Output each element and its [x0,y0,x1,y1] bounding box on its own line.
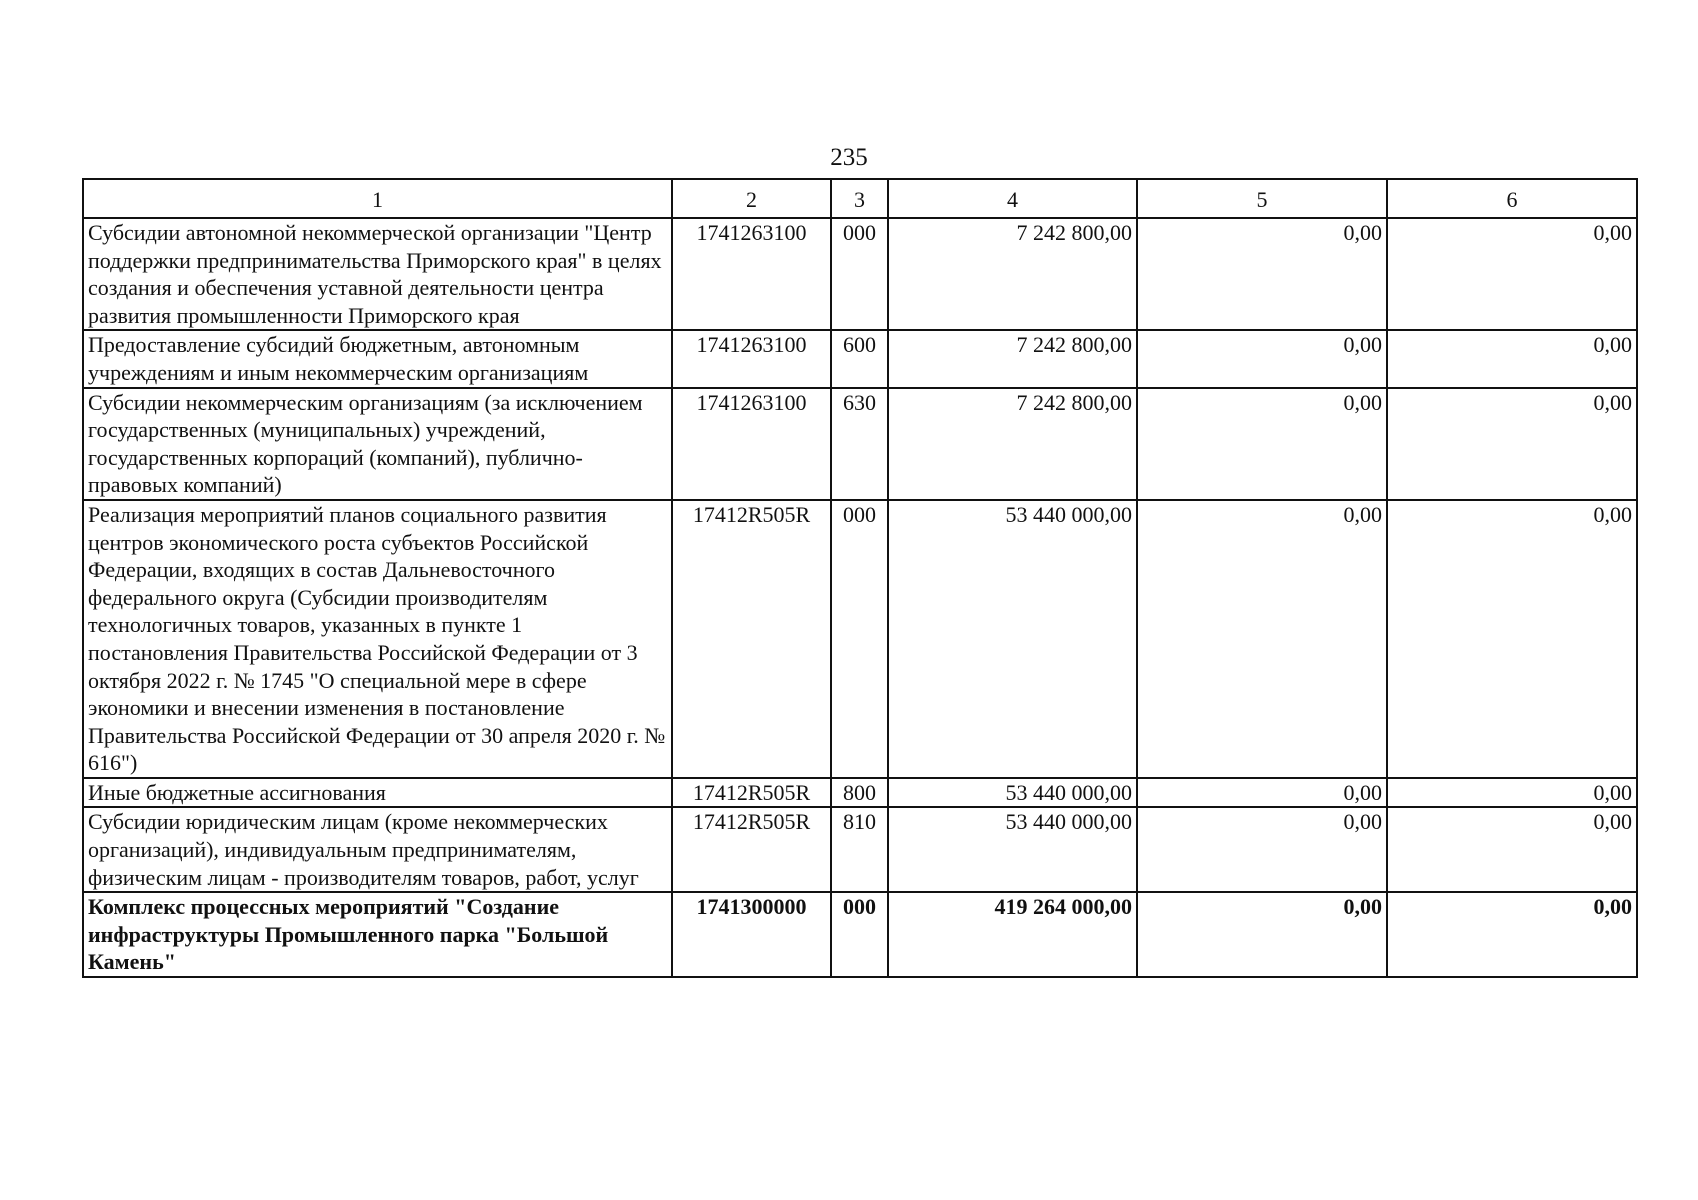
row-amount-col6: 0,00 [1387,807,1637,892]
table-row [83,778,1637,808]
row-expense-type: 800 [831,778,888,808]
row-amount-col6: 0,00 [1387,778,1637,808]
row-amount-col6: 0,00 [1387,388,1637,500]
row-amount-col5: 0,00 [1137,778,1387,808]
row-amount-col4: 7 242 800,00 [888,388,1137,500]
row-name: Реализация мероприятий планов социального развития центров экономического роста субъектов Российской Федерации, входящих в состав Дальневосточного федерального округа (Субсидии производителям технологичных товаров, указанных в пункте 1 постановления Правительства Российской Федерации от 3 октября 2022 г. № 1745 "О специальной мере в сфере экономики и внесении изменения в постановление Правительства Российской Федерации от 30 апреля 2020 г. № 616") [83,500,672,778]
row-amount-col6: 0,00 [1387,330,1637,387]
row-expense-type: 000 [831,218,888,330]
row-name: Иные бюджетные ассигнования [83,778,672,808]
row-name: Комплекс процессных мероприятий "Создание инфраструктуры Промышленного парка "Большой Камень" [83,892,672,977]
row-amount-col4: 419 264 000,00 [888,892,1137,977]
header-col-3: 3 [831,179,888,218]
header-col-6: 6 [1387,179,1637,218]
table-row [83,500,1637,778]
row-expense-type: 600 [831,330,888,387]
row-amount-col5: 0,00 [1137,330,1387,387]
row-amount-col4: 7 242 800,00 [888,218,1137,330]
row-amount-col4: 7 242 800,00 [888,330,1137,387]
row-name: Субсидии юридическим лицам (кроме некоммерческих организаций), индивидуальным предпринимателям, физическим лицам - производителям товаров, работ, услуг [83,807,672,892]
row-target-code: 17412R505R [672,807,831,892]
row-amount-col4: 53 440 000,00 [888,500,1137,778]
row-amount-col4: 53 440 000,00 [888,807,1137,892]
table-header-row [83,179,1637,218]
table-row [83,330,1637,387]
row-amount-col5: 0,00 [1137,807,1387,892]
row-target-code: 17412R505R [672,778,831,808]
row-expense-type: 000 [831,500,888,778]
row-target-code: 17412R505R [672,500,831,778]
row-amount-col6: 0,00 [1387,500,1637,778]
table-row [83,388,1637,500]
header-col-2: 2 [672,179,831,218]
row-name: Субсидии автономной некоммерческой организации "Центр поддержки предпринимательства Приморского края" в целях создания и обеспечения уставной деятельности центра развития промышленности Приморского края [83,218,672,330]
row-amount-col5: 0,00 [1137,388,1387,500]
row-expense-type: 630 [831,388,888,500]
row-target-code: 1741300000 [672,892,831,977]
row-amount-col5: 0,00 [1137,218,1387,330]
row-amount-col5: 0,00 [1137,500,1387,778]
header-col-5: 5 [1137,179,1387,218]
row-expense-type: 810 [831,807,888,892]
row-amount-col4: 53 440 000,00 [888,778,1137,808]
row-amount-col5: 0,00 [1137,892,1387,977]
row-target-code: 1741263100 [672,388,831,500]
page-number: 235 [830,144,868,171]
row-name: Предоставление субсидий бюджетным, автономным учреждениям и иным некоммерческим организациям [83,330,672,387]
row-expense-type: 000 [831,892,888,977]
row-amount-col6: 0,00 [1387,892,1637,977]
table-row [83,807,1637,892]
budget-table [82,178,1638,978]
row-target-code: 1741263100 [672,218,831,330]
header-col-1: 1 [83,179,672,218]
row-target-code: 1741263100 [672,330,831,387]
table-row-section [83,892,1637,977]
row-amount-col6: 0,00 [1387,218,1637,330]
table-row [83,218,1637,330]
row-name: Субсидии некоммерческим организациям (за исключением государственных (муниципальных) учреждений, государственных корпораций (компаний), публично-правовых компаний) [83,388,672,500]
header-col-4: 4 [888,179,1137,218]
